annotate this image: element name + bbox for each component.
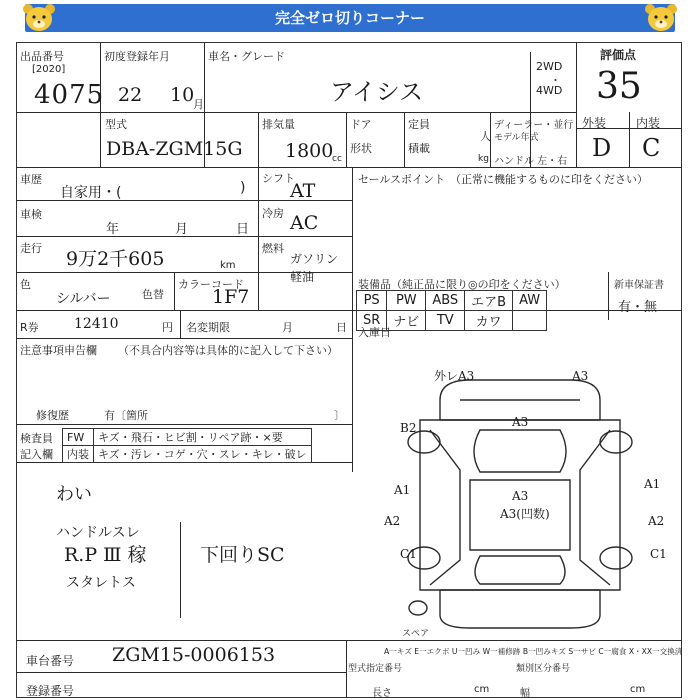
chassis-value: ZGM15-0006153 (112, 644, 276, 666)
equip-ps: PS (357, 291, 387, 311)
length-cm: cm (474, 684, 490, 695)
drive-2wd: 2WD (536, 60, 563, 73)
hood (474, 430, 566, 472)
inspection-label: 車検 (20, 208, 42, 221)
model-year-label: モデル年式 (494, 133, 539, 143)
rule (16, 424, 352, 425)
rule (576, 42, 577, 167)
format-label-2: 類別区分番号 (516, 664, 571, 674)
sales-point-label: セールスポイント (358, 173, 446, 186)
mileage-unit: km (220, 260, 236, 271)
exterior-grade: D (592, 134, 612, 162)
rule (16, 338, 352, 339)
mark-front: 外レA3 (434, 369, 475, 383)
ac-value: AC (290, 212, 319, 234)
drive-4wd: 4WD (536, 84, 563, 97)
spare-tire-icon (409, 601, 427, 615)
history-label: 車歴 (20, 173, 42, 186)
mark-front-right: A3 (572, 369, 589, 383)
color-label: 色 (20, 278, 31, 291)
inspector-label: 検査員 (20, 432, 53, 445)
color-code-value: 1F7 (212, 286, 250, 308)
bear-mascot-icon-right (642, 1, 680, 35)
format-label-1: 型式指定番号 (348, 664, 403, 674)
mark-hood: A3 (512, 415, 529, 429)
equip-sr: SR (357, 311, 387, 331)
lot-year-tag: 2020 (35, 64, 62, 75)
equipment-label: 装備品（純正品に限り◎の印をください） (358, 278, 566, 291)
handle-label: ハンドル 左・右 (494, 156, 568, 167)
mark-b2: B2 (400, 421, 417, 435)
dealer-label: ディーラー・並行 (494, 120, 574, 131)
first-reg-year: 22 (118, 84, 143, 106)
recycle-value: 12410 (74, 316, 119, 332)
warranty-value: 有・無 (618, 300, 658, 315)
equip-airbag: エアB (465, 291, 513, 311)
first-reg-month: 10 (170, 84, 195, 106)
rear-bumper (440, 590, 600, 628)
rule (352, 167, 353, 472)
fw-codes: キズ・飛石・ヒビ割・リペア跡・×要 (94, 429, 312, 446)
first-reg-month-unit: 月 (193, 98, 204, 111)
score-label: 評価点 (600, 48, 637, 62)
tire-icon (600, 431, 632, 453)
car-name-label: 車名・グレード (208, 50, 285, 63)
exterior-label: 外装 (582, 116, 607, 130)
note-3: R.P Ⅲ 稼 (64, 544, 147, 566)
registration-label: 登録番号 (26, 684, 75, 698)
rule (16, 672, 346, 673)
interior-label: 内装 (636, 116, 661, 130)
equip-aw: AW (513, 291, 547, 311)
shift-label: シフト (262, 172, 295, 185)
mark-c1-right: C1 (650, 547, 667, 561)
recycle-unit: 円 (162, 321, 173, 334)
inspection-month: 月 (175, 222, 189, 237)
body-outline (420, 420, 620, 590)
inspection-year: 年 (106, 222, 120, 237)
mark-c1-left: C1 (400, 547, 417, 561)
mark-roof2: A3(凹数) (500, 507, 550, 521)
inspection-day: 日 (236, 222, 250, 237)
fw-cell: FW (63, 429, 94, 446)
mark-right: A1 (644, 477, 661, 491)
rule (629, 112, 630, 167)
ac-label: 冷房 (262, 207, 284, 220)
rule (180, 310, 181, 338)
name-change-month: 月 (282, 321, 293, 334)
repair-label: 修復歴 (36, 409, 69, 422)
rule (16, 167, 682, 168)
mark-left2: A2 (384, 514, 401, 528)
mark-spare: スペア (402, 629, 430, 639)
note-right: 下回りSC (200, 544, 285, 566)
diagram-legend: A一キズ E一エクボ U一凹み W一補修跡 B一凹みキズ S一サビ C一腐食 X・XX一交換済 (384, 647, 683, 656)
mileage-value: 9万2千605 (66, 248, 165, 270)
width-cm: cm (630, 684, 646, 695)
equip-abs: ABS (426, 291, 465, 311)
rule (346, 112, 347, 167)
repair-value: 有〔箇所 (104, 409, 148, 422)
note-2: ハンドルスレ (56, 525, 140, 541)
rule (16, 310, 682, 311)
rule (174, 272, 175, 310)
car-name-value: アイシス (330, 78, 424, 106)
mark-right2: A2 (648, 514, 665, 528)
model-code-label: 型式 (105, 118, 127, 131)
mileage-label: 走行 (20, 242, 42, 255)
rule (346, 640, 347, 698)
shift-value: AT (290, 180, 316, 202)
displacement-unit: cc (332, 154, 342, 164)
rule (258, 112, 259, 167)
name-change-label: 名変期限 (186, 321, 230, 334)
inspector-table (62, 428, 312, 463)
score-value: 35 (596, 66, 642, 107)
rule (530, 52, 531, 167)
equip-leather: カワ (465, 311, 513, 331)
rule (180, 522, 181, 618)
door-label: ドア (350, 118, 372, 131)
equip-navi: ナビ (387, 311, 426, 331)
length-label: 長さ (372, 688, 392, 699)
lot-number: 4075 (34, 80, 105, 110)
banner-title: 完全ゼロ切りコーナー (274, 9, 425, 27)
entry-label: 記入欄 (20, 448, 53, 461)
fuel-gasoline: ガソリン (290, 252, 339, 266)
equip-pw: PW (387, 291, 426, 311)
recycle-label: R券 (20, 321, 39, 334)
equip-tv: TV (426, 311, 465, 331)
color-code-label: カラーコード (178, 278, 244, 291)
rule (100, 112, 101, 167)
interior-grade: C (642, 134, 661, 162)
history-close: ) (240, 180, 246, 196)
rule (608, 272, 609, 320)
shape-label: 形状 (350, 142, 372, 155)
displacement-value: 1800 (285, 140, 334, 162)
displacement-label: 排気量 (262, 118, 295, 131)
interior-cell: 内装 (63, 446, 94, 463)
name-change-day: 日 (336, 321, 347, 334)
history-value: 自家用・( (60, 185, 122, 201)
car-damage-diagram (360, 360, 680, 640)
capacity-label: 定員 (408, 118, 430, 131)
repair-end: 〕 (334, 409, 345, 422)
bear-mascot-icon-left (20, 1, 58, 35)
caution-note: （不具合内容等は具体的に記入して下さい） (118, 344, 338, 357)
sales-point-note: （正常に機能するものに印をください） (450, 173, 648, 186)
note-1: わい (56, 484, 92, 505)
mark-roof: A3 (512, 489, 529, 503)
load-label: 積載 (408, 142, 430, 155)
rule (16, 640, 682, 641)
arrival-label: 入庫日 (358, 326, 391, 339)
note-4: スタレトス (66, 575, 136, 591)
color-change-label: 色替 (142, 288, 164, 301)
rear-window (475, 556, 565, 584)
rule (258, 167, 259, 310)
mark-left: A1 (394, 483, 411, 497)
caution-label: 注意事項申告欄 (20, 344, 97, 357)
first-reg-label: 初度登録年月 (104, 50, 170, 63)
interior-codes: キズ・汚レ・コゲ・穴・スレ・キレ・破レ (94, 446, 312, 463)
width-label: 幅 (520, 688, 530, 699)
load-unit: kg (478, 154, 489, 164)
fuel-diesel: 軽油 (290, 270, 315, 284)
tire-icon (600, 547, 632, 569)
model-code-value: DBA-ZGM15G (106, 138, 243, 160)
drive-dot: ・ (550, 74, 561, 87)
warranty-label: 新車保証書 (614, 280, 664, 291)
lot-label: 出品番号 (20, 50, 64, 63)
rule (404, 112, 405, 167)
capacity-unit: 人 (480, 130, 491, 143)
fuel-label: 燃料 (262, 242, 284, 255)
chassis-label: 車台番号 (26, 654, 75, 668)
color-value: シルバー (56, 291, 111, 307)
